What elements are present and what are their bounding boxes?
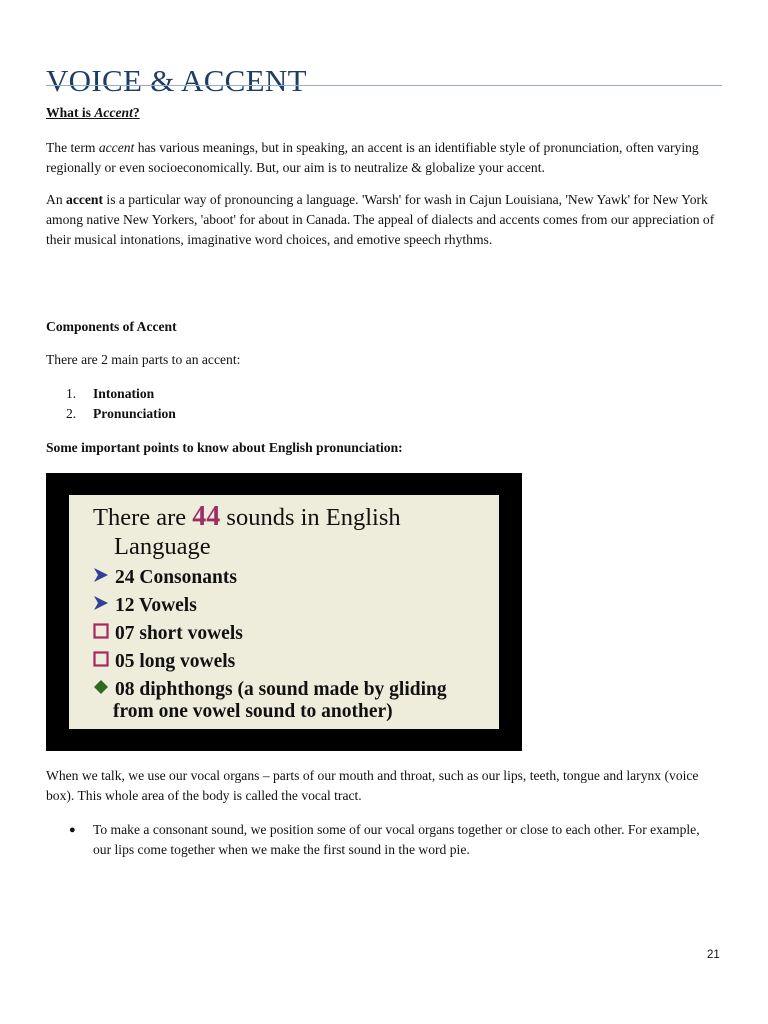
slide-headline-2: Language [114,533,211,560]
slide-item: 12 Vowels [93,595,197,617]
checkbox-icon [93,651,115,673]
slide-headline: There are 44 sounds in English [93,501,401,532]
components-intro: There are 2 main parts to an accent: [46,352,241,367]
slide-panel [69,495,499,729]
diamond-icon [93,679,115,701]
vocal-tract-paragraph: When we talk, we use our vocal organs – parts of our mouth and throat, such as our lips, teeth, tongue and larynx (voice box). This whole area of the body is called the vocal tract. [46,768,699,803]
pronunciation-points-heading: Some important points to know about English pronunciation: [46,440,403,455]
list-item: 2. Pronunciation [66,405,176,421]
bullet-icon: ● [69,824,76,836]
list-item: ● To make a consonant sound, we position some of our vocal organs together or close to each other. For example, our lips come together when we make the first sound in the word pie. [69,822,700,857]
slide-item: 05 long vowels [93,651,235,673]
checkbox-icon [93,623,115,645]
accent-examples-paragraph: An accent is a particular way of pronouncing a language. 'Warsh' for wash in Cajun Louisiana, 'New Yawk' for New York among native New Yorkers, 'aboot' for about in Canada. The appeal of dialects and accents comes from our appreciation of their musical intonations, imaginative word choices, and emotive speech rhythms. [46,192,715,247]
slide-item: 24 Consonants [93,567,237,589]
components-list [66,384,176,423]
english-sounds-slide [46,473,522,751]
slide-item: 07 short vowels [93,623,243,645]
accent-definition-paragraph: The term accent has various meanings, but in speaking, an accent is an identifiable style of pronunciation, often varying regionally or even socioeconomically. But, our aim is to neutralize & globalize your accent. [46,140,699,175]
slide-item-continuation: from one vowel sound to another) [113,701,393,722]
title-divider [46,85,722,86]
arrow-icon [93,595,115,617]
slide-item: 08 diphthongs (a sound made by gliding [93,679,447,701]
list-item: 1. Intonation [66,386,155,401]
page-title: VOICE & ACCENT [46,62,307,98]
page-number: 21 [707,949,720,961]
arrow-icon [93,567,115,589]
components-heading: Components of Accent [46,319,177,334]
what-is-accent-heading: What is Accent? [46,105,140,120]
